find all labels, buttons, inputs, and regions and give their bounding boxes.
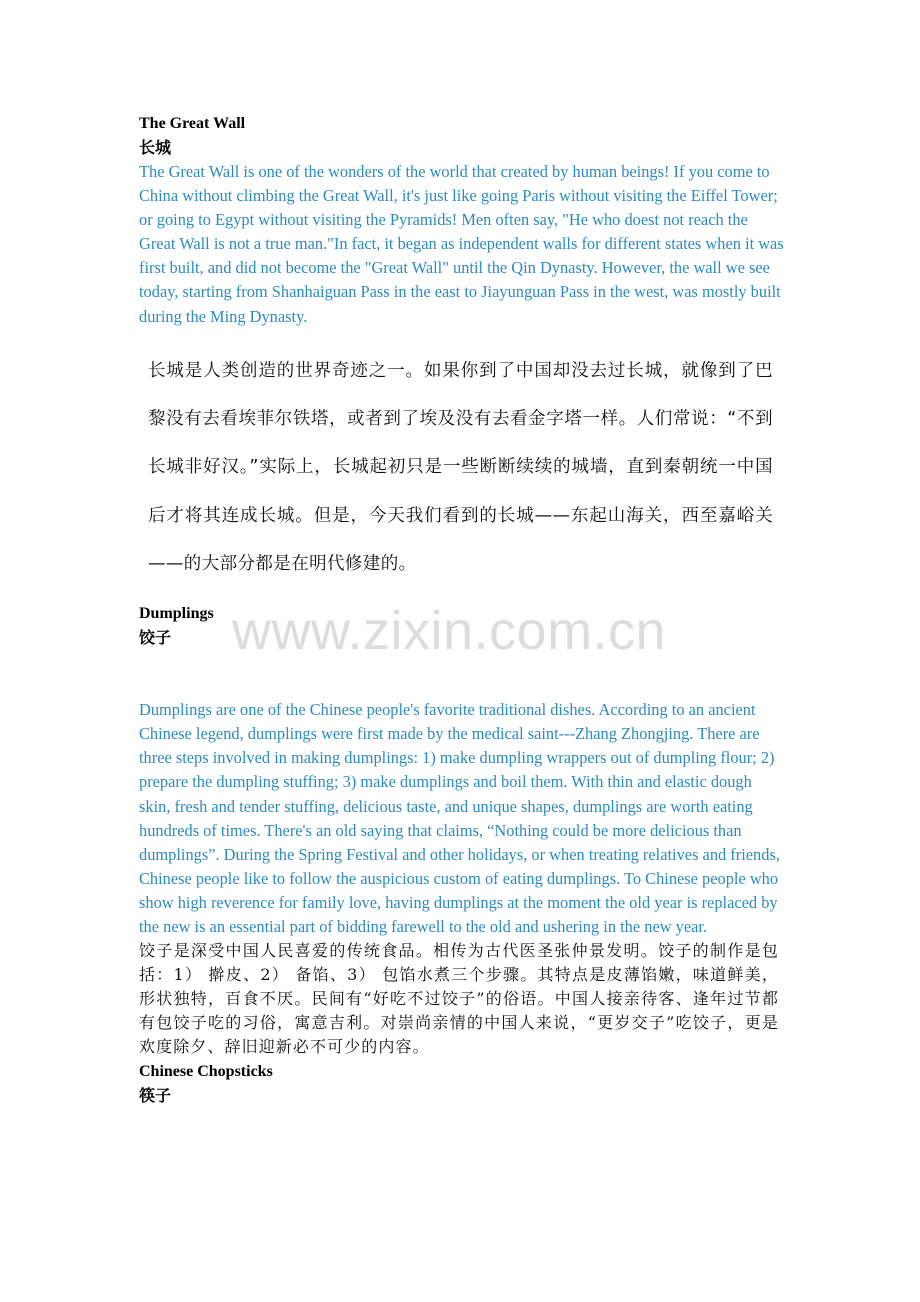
section-title-en: The Great Wall (139, 115, 246, 132)
section-title-en: Chinese Chopsticks (139, 1062, 273, 1080)
watermark: www.zixin.com.cn (232, 601, 667, 661)
section-title-cn: 饺子 (139, 628, 172, 648)
body-chinese: 长城是人类创造的世界奇迹之一。如果你到了中国却没去过长城，就像到了巴黎没有去看埃菲尔铁塔，或者到了埃及没有去看金字塔一样。人们常说：“不到长城非好汉。”实际上，长城起初只是一些断断续续的城墙，直到秦朝统一中国后才将其连成长城。但是，今天我们看到的长城——东起山海关，西至嘉峪关——的大部分都是在明代修建的。 (148, 360, 773, 574)
section-dumplings (139, 602, 784, 1059)
section-title-cn: 筷子 (139, 1085, 172, 1105)
spacer (139, 588, 784, 602)
body-english: Dumplings are one of the Chinese people's favorite traditional dishes. According to an ancient Chinese legend, dumplings were first made by the medical saint---Zhang Zhongjing. There are three steps involved in making dumplings: 1) make dumpling wrappers out of dumpling flour; 2) prepare the dumpling stuffing; 3) make dumplings and boil them. With thin and elastic dough skin, fresh and tender stuffing, delicious taste, and unique shapes, dumplings are worth eating hundreds of times. There's an old saying that claims, “Nothing could be more delicious than dumplings”. During the Spring Festival and other holidays, or when treating relatives and friends, Chinese people like to follow the auspicious custom of eating dumplings. To Chinese people who show high reverence for family love, having dumplings at the moment the old year is replaced by the new is an essential part of bidding farewell to the old and ushering in the new year. (139, 700, 780, 936)
body-english: The Great Wall is one of the wonders of the world that created by human beings! If you come to China without climbing the Great Wall, it's just like going Paris without visiting the Eiffel Tower; or going to Egypt without visiting the Pyramids! Men often say, "He who doest not reach the Great Wall is not a true man."In fact, it began as independent walls for different states when it was first built, and did not become the "Great Wall" until the Qin Dynasty. However, the wall we see today, starting from Shanhaiguan Pass in the east to Jiayunguan Pass in the west, was mostly built during the Ming Dynasty. (139, 162, 784, 326)
section-chopsticks (139, 1060, 784, 1108)
document-page (139, 112, 784, 1108)
body-chinese: 饺子是深受中国人民喜爱的传统食品。相传为古代医圣张仲景发明。饺子的制作是包括：1） 擀皮、2） 备馅、3） 包馅水煮三个步骤。其特点是皮薄馅嫩，味道鲜美，形状独特，百食不厌。民间有“好吃不过饺子”的俗语。中国人接亲待客、逢年过节都有包饺子吃的习俗，寓意吉利。对崇尚亲情的中国人来说，“更岁交子”吃饺子，更是欢度除夕、辞旧迎新必不可少的内容。 (139, 941, 779, 1057)
section-great-wall (139, 112, 784, 588)
section-title-en: Dumplings (139, 605, 214, 623)
section-title-cn: 长城 (139, 138, 172, 157)
spacer (139, 650, 784, 698)
